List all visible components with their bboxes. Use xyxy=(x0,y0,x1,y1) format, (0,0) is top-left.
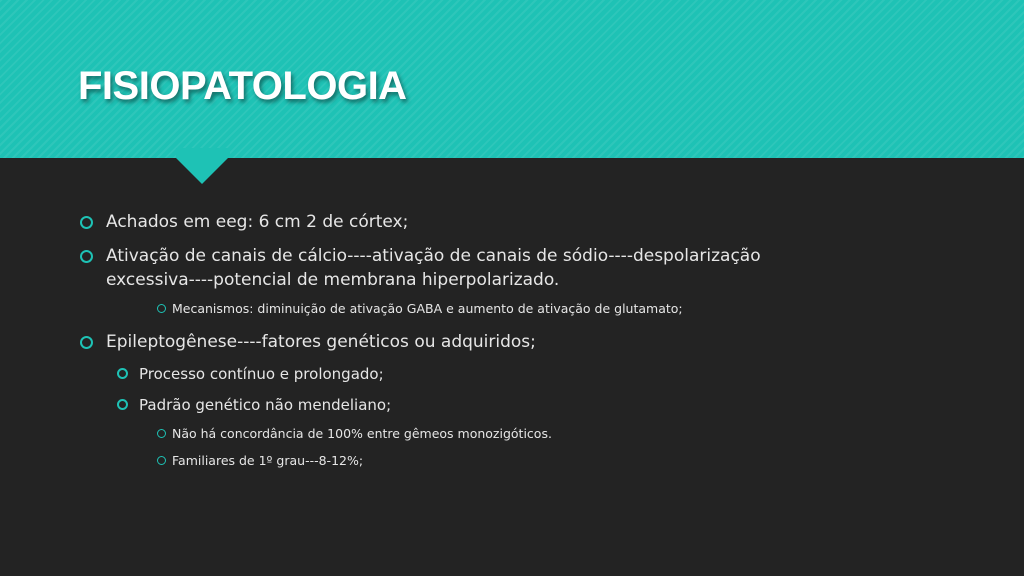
bullet-circle-icon xyxy=(80,336,93,349)
list-item: Padrão genético não mendeliano; xyxy=(139,396,392,414)
list-item: Mecanismos: diminuição de ativação GABA e aumento de ativação de glutamato; xyxy=(172,301,683,316)
list-item-continuation: excessiva----potencial de membrana hiperpolarizado. xyxy=(106,270,560,290)
slide-title: FISIOPATOLOGIA xyxy=(78,64,407,108)
list-item: Familiares de 1º grau---8-12%; xyxy=(172,453,364,468)
list-item: Epileptogênese----fatores genéticos ou adquiridos; xyxy=(106,332,536,352)
list-item: Ativação de canais de cálcio----ativação de canais de sódio----despolarização xyxy=(106,246,761,266)
bullet-circle-icon xyxy=(157,304,166,313)
list-item: Não há concordância de 100% entre gêmeos monozigóticos. xyxy=(172,426,552,441)
bullet-circle-icon xyxy=(80,216,93,229)
bullet-circle-icon xyxy=(157,456,166,465)
bullet-circle-icon xyxy=(117,368,128,379)
list-item: Achados em eeg: 6 cm 2 de córtex; xyxy=(106,212,409,232)
bullet-circle-icon xyxy=(117,399,128,410)
bullet-circle-icon xyxy=(80,250,93,263)
list-item: Processo contínuo e prolongado; xyxy=(139,365,384,383)
bullet-circle-icon xyxy=(157,429,166,438)
